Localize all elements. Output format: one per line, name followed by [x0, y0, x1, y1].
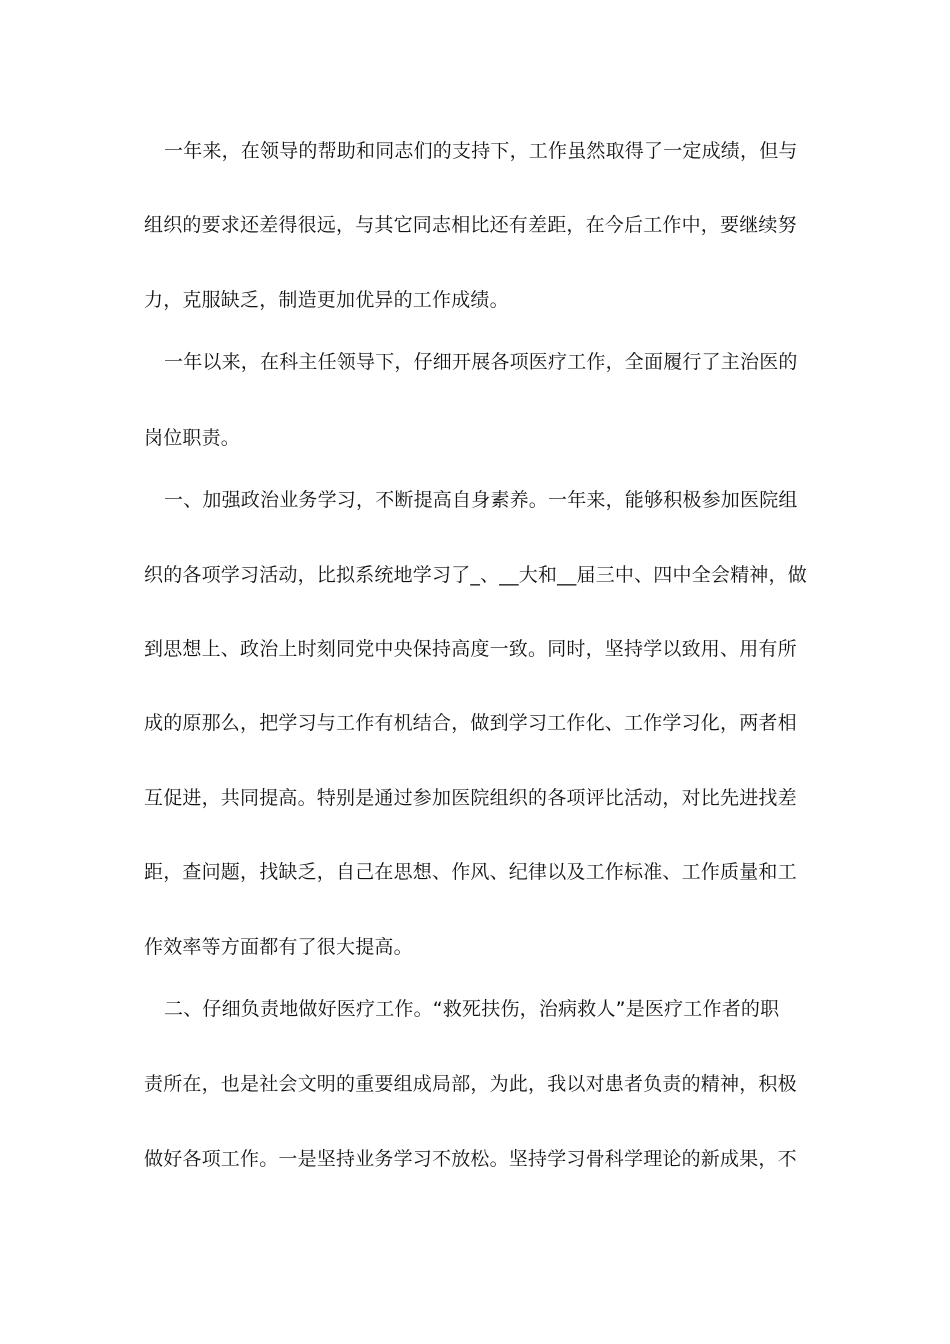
paragraph-line: 岗位职责。	[144, 427, 241, 449]
paragraph-line: 一、加强政治业务学习，不断提高自身素养。一年来，能够积极参加医院组	[164, 489, 798, 511]
paragraph-line: 织的各项学习活动，比拟系统地学习了_、__大和__届三中、四中全会精神，做	[144, 564, 807, 586]
paragraph-line: 做好各项工作。一是坚持业务学习不放松。坚持学习骨科学理论的新成果，不	[144, 1148, 797, 1170]
paragraph-line: 作效率等方面都有了很大提高。	[144, 936, 413, 958]
paragraph-line: 到思想上、政治上时刻同党中央保持高度一致。同时，坚持学以致用、用有所	[144, 638, 797, 660]
paragraph-line: 组织的要求还差得很远，与其它同志相比还有差距，在今后工作中，要继续努	[144, 214, 797, 236]
paragraph-line: 二、仔细负责地做好医疗工作。“救死扶伤，治病救人”是医疗工作者的职	[164, 998, 780, 1020]
paragraph-line: 一年来，在领导的帮助和同志们的支持下，工作虽然取得了一定成绩，但与	[164, 140, 798, 162]
paragraph-line: 互促进，共同提高。特别是通过参加医院组织的各项评比活动，对比先进找差	[144, 787, 797, 809]
paragraph-line: 距，查问题，找缺乏，自己在思想、作风、纪律以及工作标准、工作质量和工	[144, 861, 797, 883]
paragraph-line: 力，克服缺乏，制造更加优异的工作成绩。	[144, 289, 509, 311]
paragraph-line: 一年以来，在科主任领导下，仔细开展各项医疗工作，全面履行了主治医的	[164, 351, 798, 373]
paragraph-line: 成的原那么，把学习与工作有机结合，做到学习工作化、工作学习化，两者相	[144, 712, 797, 734]
paragraph-line: 责所在，也是社会文明的重要组成局部，为此，我以对患者负责的精神，积极	[144, 1073, 797, 1095]
